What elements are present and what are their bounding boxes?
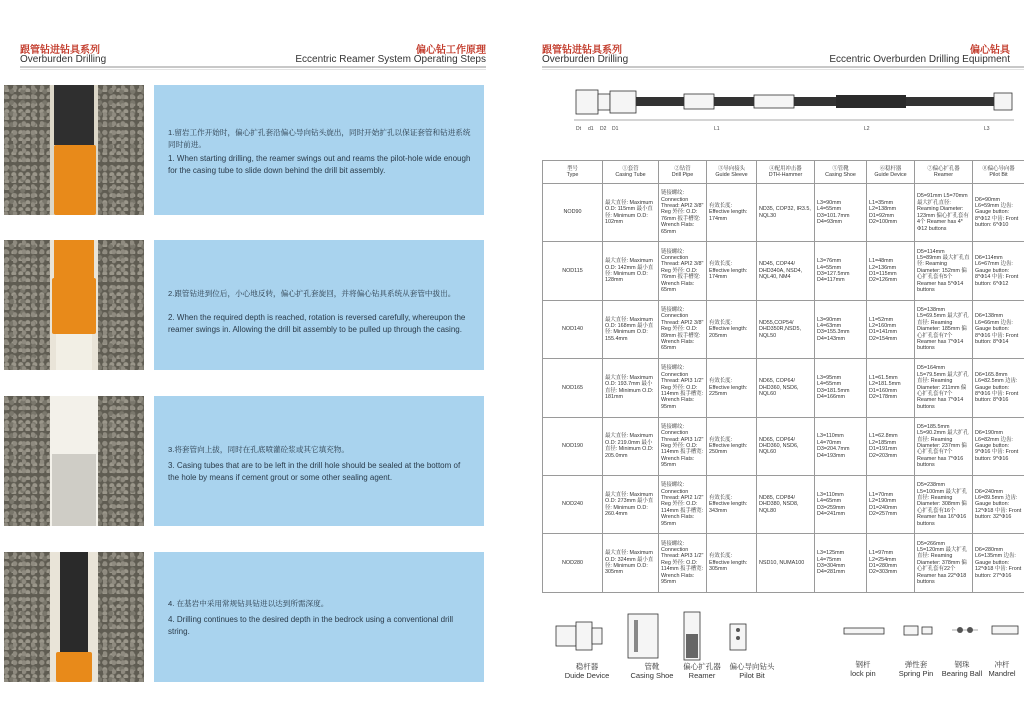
cell-hammer: ND55,COP54/ DHD350R,NSD5, NQL50	[757, 300, 815, 358]
step-4-illustration	[4, 552, 144, 682]
cell-pilot: D6=114mm L6=67mm 边齿: Gauge button: 8*Φ14 中齿: Front button: 6*Φ12	[973, 242, 1024, 300]
tool-casing-shoe: 管靴 Casing Shoe	[630, 662, 674, 680]
cell-device: L1=48mm L2=136mm D1=115mm D2=126mm	[867, 242, 915, 300]
series-title-en-right: Overburden Drilling	[542, 54, 629, 65]
cell-device: L1=97mm L2=254mm D1=280mm D2=303mm	[867, 534, 915, 592]
tool-bearing-ball: 钢珠 Bearing Ball	[941, 660, 983, 678]
cell-casing: 最大直径: Maximum O.D: 168mm 最小直径: Minimum O.D: 155.4mm	[603, 300, 659, 358]
cell-casing: 最大直径: Maximum O.D: 115mm 最小直径: Minimum O.D: 102mm	[603, 184, 659, 242]
cell-shoe: L3=90mm L4=55mm D3=101.7mm D4=93mm	[815, 184, 867, 242]
tool-pilot-bit: 偏心导向钻头 Pilot Bit	[729, 662, 775, 680]
right-page	[512, 0, 1024, 724]
drawing-label: L2	[864, 126, 870, 132]
table-row	[543, 417, 1024, 475]
cell-guide: 有效长度: Effective length: 305mm	[707, 534, 757, 592]
tool-mandrel: 冲杆 Mandrel	[988, 660, 1016, 678]
cell-pipe: 链接螺纹: Connection Thread: API2 3/8" Reg 外径: O.D: 89mm 扳手槽宽: Wrench Flats: 65mm	[659, 300, 707, 358]
table-header-row	[543, 161, 1024, 184]
tool-lock-pin: 钢杆 lock pin	[850, 660, 876, 678]
page-title-en-right: Eccentric Overburden Drilling Equipment	[829, 54, 1010, 65]
tool-parts-drawing	[550, 604, 790, 664]
cell-guide: 有效长度: Effective length: 343mm	[707, 475, 757, 533]
cell-pipe: 链接螺纹: Connection Thread: API2 3/8" Reg 外径: O.D: 76mm 扳手槽宽: Wrench Flats: 65mm	[659, 242, 707, 300]
cell-casing: 最大直径: Maximum O.D: 142mm 最小直径: Minimum O.D: 128mm	[603, 242, 659, 300]
drawing-label: D2	[600, 126, 607, 132]
cell-pilot: D6=138mm L6=66mm 边齿: Gauge button: 8*Φ16 中齿: Front button: 8*Φ14	[973, 300, 1024, 358]
cell-pipe: 链接螺纹: Connection Thread: API3 1/2" Reg 外径: O.D: 114mm 扳手槽宽: Wrench Flats: 95mm	[659, 417, 707, 475]
cell-hammer: ND35, COP32, IR3.5, NQL30	[757, 184, 815, 242]
cell-type: NOD115	[543, 242, 603, 300]
step-4-box	[154, 552, 484, 682]
cell-guide: 有效长度: Effective length: 174mm	[707, 184, 757, 242]
step-3-illustration	[4, 396, 144, 526]
cell-pilot: D6=280mm L6=135mm 边齿: Gauge button: 12*Φ18 中齿: Front button: 27*Φ16	[973, 534, 1024, 592]
step-4-text-en: 4. Drilling continues to the desired depth in the bedrock using a conventional drill string.	[168, 615, 454, 636]
cell-hammer: ND45, COP44/ DHD340A, NSD4, NQL40, NM4	[757, 242, 815, 300]
drawing-label: d1	[588, 126, 594, 132]
small-parts-drawing	[832, 620, 1024, 650]
cell-device: L1=70mm L2=190mm D1=240mm D2=257mm	[867, 475, 915, 533]
header-divider-right	[542, 66, 1024, 68]
cell-type: NOD280	[543, 534, 603, 592]
spec-table	[542, 160, 1024, 593]
tool-reamer: 偏心扩孔器 Reamer	[683, 662, 721, 680]
cell-reamer: D5=238mm L5=100mm 最大扩孔直径: Reaming Diameter: 308mm 偏心扩孔套有16个 Reamer has 16*Φ16 buttons	[915, 475, 973, 533]
series-title-cn-right: 跟管钻进钻具系列	[542, 45, 622, 56]
cell-reamer: D5=164mm L5=79.5mm 最大扩孔直径: Reaming Diameter: 211mm 偏心扩孔套有7个 Reamer has 7*Φ14 buttons	[915, 359, 973, 417]
cell-reamer: D5=266mm L5=120mm 最大扩孔直径: Reaming Diameter: 378mm 偏心扩孔套有22个 Reamer has 22*Φ18 buttons	[915, 534, 973, 592]
cell-device: L1=61.5mm L2=181.5mm D1=160mm D2=178mm	[867, 359, 915, 417]
header-divider	[20, 66, 486, 68]
step-1-text-en: 1. When starting drilling, the reamer swings out and reams the pilot-hole wide enough for the casing tube to slide down behind the drill bit assembly.	[168, 154, 471, 175]
cell-reamer: D5=114mm L5=89mm 最大扩孔直径: Reaming Diameter: 152mm 偏心扩孔套有5个 Reamer has 5*Φ14 buttons	[915, 242, 973, 300]
step-2-box	[154, 240, 484, 370]
cell-reamer: D5=91mm L5=70mm 最大扩孔直径: Reaming Diameter: 123mm 偏心扩孔套有4个 Reamer has 4* Φ12 buttons	[915, 184, 973, 242]
cell-shoe: L3=110mm L4=65mm D3=259mm D4=241mm	[815, 475, 867, 533]
page-title-cn: 偏心钻工作原理	[416, 45, 486, 56]
cell-guide: 有效长度: Effective length: 225mm	[707, 359, 757, 417]
cell-pipe: 链接螺纹: Connection Thread: API2 1/2" Reg 外径: O.D: 114mm 扳手槽宽: Wrench Flats: 95mm	[659, 475, 707, 533]
cell-hammer: ND65, COP64/ DHD360, NSD6, NQL60	[757, 359, 815, 417]
col-hammer: ④配用冲击器 DTH-Hammer	[757, 161, 815, 184]
cell-pipe: 链接螺纹: Connection Thread: API3 1/2" Reg 外径: O.D: 114mm 扳手槽宽: Wrench Flats: 95mm	[659, 534, 707, 592]
series-title-en: Overburden Drilling	[20, 54, 107, 65]
page-title-cn-right: 偏心钻具	[970, 45, 1010, 56]
col-guide: ③导向接头 Guide Sleeve	[707, 161, 757, 184]
cell-reamer: D5=185.5mm L5=90.2mm 最大扩孔直径: Reaming Diameter: 237mm 偏心扩孔套有7个 Reamer has 7*Φ16 buttons	[915, 417, 973, 475]
cell-shoe: L3=90mm L4=63mm D3=155.3mm D4=143mm	[815, 300, 867, 358]
assembly-drawing	[564, 80, 1024, 140]
cell-pilot: D6=190mm L6=82mm 边齿: Gauge button: 9*Φ16 中齿: Front button: 9*Φ16	[973, 417, 1024, 475]
step-4-text-cn: 4. 在基岩中采用常规钻具钻进以达到所需深度。	[168, 599, 329, 608]
cell-casing: 最大直径: Maximum O.D: 273mm 最小直径: Minimum O.D: 260.4mm	[603, 475, 659, 533]
cell-device: L1=52mm L2=160mm D1=141mm D2=154mm	[867, 300, 915, 358]
cell-type: NOD140	[543, 300, 603, 358]
step-2-text-en: 2. When the required depth is reached, rotation is reversed carefully, whereupon the reamer swings in. Allowing the drill bit assembly to be pulled up through the casing.	[168, 313, 466, 334]
cell-type: NOD165	[543, 359, 603, 417]
cell-pilot: D6=90mm L6=59mm 边齿: Gauge button: 8*Φ12 中齿: Front button: 6*Φ10	[973, 184, 1024, 242]
cell-pipe: 链接螺纹: Connection Thread: API2 3/8" Reg 外径: O.D: 76mm 扳手槽宽: Wrench Flats: 65mm	[659, 184, 707, 242]
header-divider-thin	[20, 69, 486, 70]
cell-hammer: NSD10, NUMA100	[757, 534, 815, 592]
cell-reamer: D5=138mm L5=69.5mm 最大扩孔直径: Reaming Diameter: 185mm 偏心扩孔套有7个 Reamer has 7*Φ14 buttons	[915, 300, 973, 358]
series-title-cn: 跟管钻进钻具系列	[20, 45, 100, 56]
cell-pilot: D6=165.8mm L6=82.5mm 边齿: Gauge button: 8*Φ16 中齿: Front button: 8*Φ16	[973, 359, 1024, 417]
tool-spring-pin: 弹性套 Spring Pin	[898, 660, 934, 678]
step-1-illustration	[4, 85, 144, 215]
col-device: ⑥稳杆器 Guide Device	[867, 161, 915, 184]
cell-guide: 有效长度: Effective length: 205mm	[707, 300, 757, 358]
cell-guide: 有效长度: Effective length: 174mm	[707, 242, 757, 300]
table-row	[543, 184, 1024, 242]
table-row	[543, 534, 1024, 592]
cell-type: NOD90	[543, 184, 603, 242]
drawing-label: D1	[612, 126, 619, 132]
drawing-label: L1	[714, 126, 720, 132]
header-divider-thin-right	[542, 69, 1024, 70]
col-type: 型号 Type	[543, 161, 603, 184]
col-shoe: ⑤管靴 Casing Shoe	[815, 161, 867, 184]
cell-type: NOD240	[543, 475, 603, 533]
step-1-box	[154, 85, 484, 215]
table-row	[543, 475, 1024, 533]
table-row	[543, 359, 1024, 417]
table-row	[543, 242, 1024, 300]
cell-casing: 最大直径: Maximum O.D: 219.0mm 最小直径: Minimum O.D: 205.0mm	[603, 417, 659, 475]
step-3-box	[154, 396, 484, 526]
step-2-text-cn: 2.跟管钻进到位后，小心地反转，偏心扩孔套旋回，并将偏心钻具系统从套管中拔出。	[168, 289, 456, 298]
cell-shoe: L3=76mm L4=55mm D3=127.5mm D4=117mm	[815, 242, 867, 300]
cell-shoe: L3=95mm L4=55mm D3=181.5mm D4=166mm	[815, 359, 867, 417]
cell-device: L1=62.8mm L2=185mm D1=191mm D2=203mm	[867, 417, 915, 475]
col-pilot: ⑧偏心导向器 Pilot Bit	[973, 161, 1024, 184]
cell-shoe: L3=110mm L4=70mm D3=204.7mm D4=193mm	[815, 417, 867, 475]
step-3-text-cn: 3.将套管向上拔，同时在孔底喷灌砼浆或其它填充物。	[168, 445, 349, 454]
col-pipe: ②钻管 Drill Pipe	[659, 161, 707, 184]
col-reamer: ⑦偏心扩孔器 Reamer	[915, 161, 973, 184]
tool-guide-device: 稳杆器 Duide Device	[564, 662, 610, 680]
cell-shoe: L3=125mm L4=75mm D3=304mm D4=281mm	[815, 534, 867, 592]
step-3-text-en: 3. Casing tubes that are to be left in the drill hole should be sealed at the bottom of the hole by means if cement grout or some other sealing agent.	[168, 461, 461, 482]
cell-hammer: ND85, COP84/ DHD380, NSD8, NQL80	[757, 475, 815, 533]
step-2-illustration	[4, 240, 144, 370]
step-1-text-cn: 1.留岩工作开始时，偏心扩孔套沿偏心导向钻头旋出，同时开始扩孔以保证套管和钻进系统同时前进。	[168, 128, 471, 149]
cell-hammer: ND65, COP64/ DHD360, NSD6, NQL60	[757, 417, 815, 475]
cell-device: L1=35mm L2=138mm D1=92mm D2=100mm	[867, 184, 915, 242]
drawing-label: Dt	[576, 126, 581, 132]
drawing-label: L3	[984, 126, 990, 132]
cell-pilot: D6=240mm L6=89.5mm 边齿: Gauge button: 12*Φ18 中齿: Front button: 32*Φ16	[973, 475, 1024, 533]
cell-pipe: 链接螺纹: Connection Thread: API3 1/2" Reg 外径: O.D: 114mm 扳手槽宽: Wrench Flats: 95mm	[659, 359, 707, 417]
table-row	[543, 300, 1024, 358]
col-casing: ①套管 Casing Tube	[603, 161, 659, 184]
cell-type: NOD190	[543, 417, 603, 475]
cell-casing: 最大直径: Maximum O.D: 193.7mm 最小直径: Minimum O.D: 181mm	[603, 359, 659, 417]
cell-casing: 最大直径: Maximum O.D: 324mm 最小直径: Minimum O.D: 305mm	[603, 534, 659, 592]
page-title-en: Eccentric Reamer System Operating Steps	[295, 54, 486, 65]
cell-guide: 有效长度: Effective length: 250mm	[707, 417, 757, 475]
